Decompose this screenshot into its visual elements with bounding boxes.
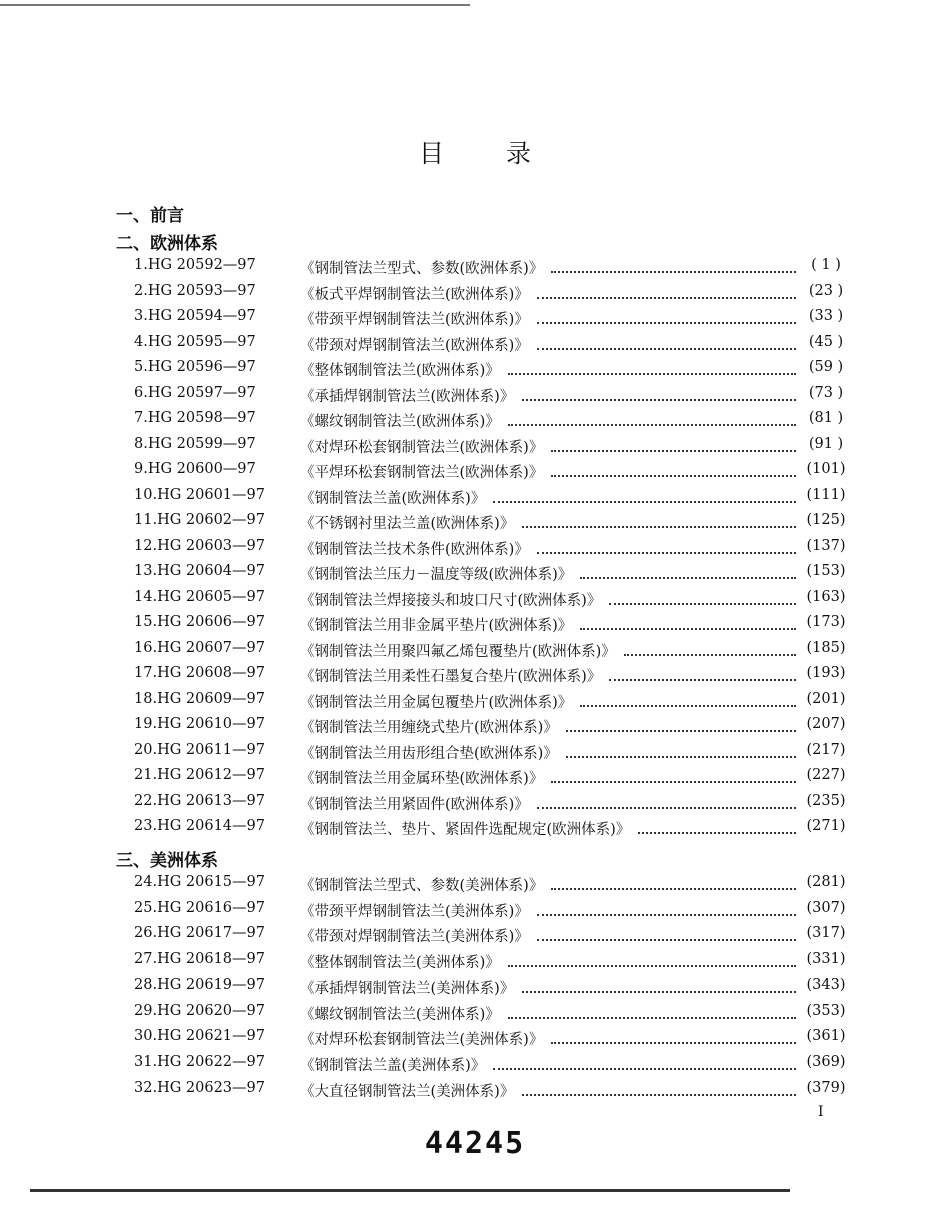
toc-dot-leader bbox=[537, 896, 796, 916]
toc-entry bbox=[0, 283, 950, 308]
toc-entry bbox=[0, 1028, 950, 1053]
toc-entry bbox=[0, 691, 950, 716]
toc-entry-number: 8. bbox=[134, 435, 148, 452]
toc-entry-page: (207) bbox=[806, 716, 846, 732]
toc-entry-number: 3. bbox=[134, 308, 148, 324]
toc-entry-code bbox=[134, 691, 265, 707]
toc-entry-title: 《平焊环松套钢制管法兰(欧洲体系)》 bbox=[300, 465, 544, 481]
toc-entry-page: (173) bbox=[806, 614, 846, 630]
toc-entry bbox=[0, 640, 950, 665]
toc-entry-page: (153) bbox=[806, 563, 846, 579]
toc-entry-page: (201) bbox=[806, 690, 846, 707]
toc-entry bbox=[0, 308, 950, 333]
toc-entry-standard: HG 20594—97 bbox=[147, 308, 256, 324]
toc-entry-title: 《带颈平焊钢制管法兰(美洲体系)》 bbox=[300, 903, 529, 920]
toc-entry-standard: HG 20612—97 bbox=[157, 767, 265, 783]
toc-entry bbox=[0, 793, 950, 818]
toc-entry-title: 《钢制管法兰用金属环垫(欧洲体系)》 bbox=[300, 771, 544, 787]
toc-entry-number: 30. bbox=[134, 1028, 158, 1045]
toc-dot-leader bbox=[508, 406, 796, 426]
toc-entry-standard: HG 20598—97 bbox=[147, 410, 256, 426]
toc-entry-number: 28. bbox=[134, 976, 158, 993]
handwritten-stamp-number: 44245 bbox=[424, 1126, 526, 1161]
toc-entry-page: (137) bbox=[806, 537, 846, 554]
toc-entry-title: 《钢制管法兰用齿形组合垫(欧洲体系)》 bbox=[300, 745, 558, 762]
toc-entry-number: 21. bbox=[134, 767, 158, 783]
toc-entry-number: 24. bbox=[134, 874, 158, 890]
toc-entry bbox=[0, 614, 950, 639]
toc-entry-title: 《整体钢制管法兰(美洲体系)》 bbox=[300, 955, 500, 972]
toc-entry-code bbox=[134, 334, 256, 350]
toc-entry-number: 17. bbox=[134, 665, 158, 681]
toc-entry bbox=[0, 436, 950, 461]
toc-entry-standard: HG 20599—97 bbox=[147, 435, 256, 452]
toc-dot-leader bbox=[508, 947, 796, 967]
toc-entry-number: 19. bbox=[134, 716, 158, 732]
toc-entry-code bbox=[134, 1080, 265, 1096]
toc-entry-page: (217) bbox=[806, 741, 846, 758]
toc-entry-title: 《钢制管法兰用紧固件(欧洲体系)》 bbox=[300, 796, 529, 813]
toc-dot-leader bbox=[566, 738, 796, 758]
toc-entry-title: 《螺纹钢制管法兰(欧洲体系)》 bbox=[300, 414, 500, 430]
toc-entry-number: 13. bbox=[134, 563, 158, 579]
toc-entry-standard: HG 20616—97 bbox=[157, 899, 265, 916]
toc-entry-number: 9. bbox=[134, 461, 148, 477]
toc-dot-leader bbox=[580, 559, 796, 579]
toc-entry-number: 26. bbox=[134, 925, 158, 942]
toc-entry-page: (81 ) bbox=[808, 410, 844, 426]
toc-entry bbox=[0, 257, 950, 282]
bottom-rule bbox=[30, 1189, 790, 1192]
toc-entry-title: 《钢制管法兰用金属包覆垫片(欧洲体系)》 bbox=[300, 694, 573, 711]
toc-entry-code bbox=[134, 1003, 265, 1019]
toc-entry-standard: HG 20593—97 bbox=[147, 282, 256, 299]
toc-dot-leader bbox=[551, 763, 796, 783]
toc-entry-code bbox=[134, 640, 265, 656]
toc-entry-title: 《板式平焊钢制管法兰(欧洲体系)》 bbox=[300, 286, 529, 303]
toc-entry bbox=[0, 410, 950, 435]
toc-entry-code bbox=[134, 257, 256, 273]
toc-entry-page: (343) bbox=[806, 976, 846, 993]
toc-entry-number: 11. bbox=[134, 512, 158, 528]
toc-entry-title: 《大直径钢制管法兰(美洲体系)》 bbox=[300, 1083, 515, 1100]
toc-entry-code bbox=[134, 308, 256, 324]
toc-entry-standard: HG 20596—97 bbox=[147, 359, 256, 375]
page-title: 目录 bbox=[418, 139, 593, 168]
toc-entry-code bbox=[134, 283, 256, 299]
toc-dot-leader bbox=[537, 921, 796, 941]
toc-entry-page: (185) bbox=[806, 639, 846, 656]
toc-dot-leader bbox=[566, 712, 796, 732]
toc-entry-number: 27. bbox=[134, 951, 158, 968]
toc-entry-page: (227) bbox=[806, 767, 846, 783]
toc-entry-title: 《对焊环松套钢制管法兰(欧洲体系)》 bbox=[300, 439, 544, 456]
toc-entry-code bbox=[134, 977, 265, 993]
toc-dot-leader bbox=[609, 585, 796, 605]
toc-entry-number: 14. bbox=[134, 588, 158, 605]
toc-entry-number: 10. bbox=[134, 486, 158, 503]
toc-entry-code bbox=[134, 793, 265, 809]
toc-entry-standard: HG 20604—97 bbox=[157, 563, 265, 579]
toc-entry-page: (271) bbox=[806, 818, 846, 834]
toc-entry-title: 《钢制管法兰、垫片、紧固件选配规定(欧洲体系)》 bbox=[300, 822, 631, 838]
toc-dot-leader bbox=[522, 1076, 796, 1096]
toc-entry bbox=[0, 818, 950, 843]
toc-entry bbox=[0, 385, 950, 410]
toc-entry-number: 20. bbox=[134, 741, 158, 758]
toc-entry bbox=[0, 716, 950, 741]
toc-entry-title: 《对焊环松套钢制管法兰(美洲体系)》 bbox=[300, 1032, 544, 1049]
toc-dot-leader bbox=[551, 1024, 796, 1044]
toc-entry-page: (33 ) bbox=[808, 308, 844, 324]
toc-entry-page: (101) bbox=[806, 461, 846, 477]
toc-entry-title: 《钢制管法兰型式、参数(欧洲体系)》 bbox=[300, 261, 544, 277]
toc-entry-code bbox=[134, 359, 256, 375]
toc-dot-leader bbox=[551, 253, 796, 273]
toc-entry bbox=[0, 589, 950, 614]
toc-entry-number: 18. bbox=[134, 690, 158, 707]
toc-entry-title: 《带颈对焊钢制管法兰(欧洲体系)》 bbox=[300, 337, 529, 354]
toc-dot-leader bbox=[537, 279, 796, 299]
toc-entry-title: 《钢制管法兰型式、参数(美洲体系)》 bbox=[300, 878, 544, 894]
toc-entry-number: 22. bbox=[134, 792, 158, 809]
toc-dot-leader bbox=[537, 534, 796, 554]
toc-entry-standard: HG 20614—97 bbox=[157, 818, 265, 834]
toc-entry-code bbox=[134, 874, 265, 890]
toc-entry-number: 15. bbox=[134, 614, 158, 630]
toc-entry-code bbox=[134, 436, 256, 452]
toc-entry bbox=[0, 874, 950, 899]
toc-entry-title: 《带颈平焊钢制管法兰(欧洲体系)》 bbox=[300, 312, 529, 328]
toc-entry-standard: HG 20622—97 bbox=[157, 1053, 265, 1070]
toc-entry-number: 6. bbox=[134, 384, 148, 401]
toc-entry-title: 《钢制管法兰技术条件(欧洲体系)》 bbox=[300, 541, 529, 558]
toc-dot-leader bbox=[508, 355, 796, 375]
toc-entry-standard: HG 20608—97 bbox=[157, 665, 265, 681]
toc-entry-code bbox=[134, 461, 256, 477]
toc-entry-number: 2. bbox=[134, 282, 148, 299]
toc-entry-standard: HG 20609—97 bbox=[157, 690, 265, 707]
toc-dot-leader bbox=[551, 457, 796, 477]
toc-dot-leader bbox=[522, 973, 796, 993]
toc-dot-leader bbox=[537, 789, 796, 809]
toc-entry-number: 23. bbox=[134, 818, 158, 834]
toc-entry-page: (73 ) bbox=[808, 384, 844, 401]
toc-entry-standard: HG 20618—97 bbox=[157, 951, 265, 968]
toc-entry bbox=[0, 767, 950, 792]
toc-dot-leader bbox=[580, 687, 796, 707]
toc-entry-title: 《承插焊钢制管法兰(欧洲体系)》 bbox=[300, 388, 515, 405]
toc-entry-title: 《钢制管法兰焊接接头和坡口尺寸(欧洲体系)》 bbox=[300, 592, 602, 609]
toc-entry-standard: HG 20617—97 bbox=[157, 925, 265, 942]
toc-dot-leader bbox=[508, 999, 796, 1019]
toc-entry-title: 《承插焊钢制管法兰(美洲体系)》 bbox=[300, 980, 515, 997]
toc-dot-leader bbox=[493, 483, 796, 503]
toc-entry-page: (163) bbox=[806, 588, 846, 605]
toc-entry bbox=[0, 977, 950, 1002]
toc-entry-number: 4. bbox=[134, 333, 148, 350]
toc-entry-code bbox=[134, 925, 265, 941]
toc-entry-standard: HG 20592—97 bbox=[147, 257, 256, 273]
toc-entry-code bbox=[134, 951, 265, 967]
toc-entry-page: (317) bbox=[806, 925, 846, 942]
toc-entry-title: 《钢制管法兰用缠绕式垫片(欧洲体系)》 bbox=[300, 720, 558, 736]
toc-entry-code bbox=[134, 818, 265, 834]
toc-entry-page: (23 ) bbox=[808, 282, 844, 299]
toc-entry bbox=[0, 742, 950, 767]
toc-entry-standard: HG 20623—97 bbox=[157, 1079, 265, 1096]
toc-entry-title: 《钢制管法兰用柔性石墨复合垫片(欧洲体系)》 bbox=[300, 669, 602, 685]
page-number: I bbox=[818, 1104, 824, 1120]
toc-entry-number: 32. bbox=[134, 1079, 158, 1096]
toc-entry-number: 5. bbox=[134, 359, 148, 375]
toc-entry bbox=[0, 512, 950, 537]
toc-entry-page: (379) bbox=[806, 1079, 846, 1096]
toc-entry-code bbox=[134, 512, 265, 528]
section-heading-europe: 二、欧洲体系 bbox=[116, 234, 218, 254]
toc-dot-leader bbox=[638, 814, 796, 834]
toc-entry-title: 《带颈对焊钢制管法兰(美洲体系)》 bbox=[300, 929, 529, 946]
toc-entry bbox=[0, 665, 950, 690]
section-heading-preface: 一、前言 bbox=[116, 206, 184, 226]
toc-entry-code bbox=[134, 487, 265, 503]
toc-entry-standard: HG 20605—97 bbox=[157, 588, 265, 605]
toc-entry bbox=[0, 1080, 950, 1105]
toc-entry-standard: HG 20619—97 bbox=[157, 976, 265, 993]
toc-entry bbox=[0, 334, 950, 359]
toc-entry-title: 《螺纹钢制管法兰(美洲体系)》 bbox=[300, 1006, 500, 1023]
toc-entry-code bbox=[134, 614, 265, 630]
toc-dot-leader bbox=[537, 304, 796, 324]
toc-entry-page: (59 ) bbox=[808, 359, 844, 375]
toc-entry bbox=[0, 359, 950, 384]
toc-dot-leader bbox=[624, 636, 796, 656]
toc-entry-title: 《钢制管法兰用非金属平垫片(欧洲体系)》 bbox=[300, 618, 573, 634]
toc-entry-standard: HG 20621—97 bbox=[157, 1028, 265, 1045]
toc-entry bbox=[0, 900, 950, 925]
toc-entry-code bbox=[134, 563, 265, 579]
toc-dot-leader bbox=[522, 381, 796, 401]
toc-entry-standard: HG 20610—97 bbox=[157, 716, 265, 732]
toc-entry-code bbox=[134, 767, 265, 783]
toc-entry-code bbox=[134, 742, 265, 758]
toc-entry-page: ( 1 ) bbox=[811, 257, 841, 273]
toc-entry-title: 《钢制管法兰压力－温度等级(欧洲体系)》 bbox=[300, 567, 573, 583]
section-heading-america: 三、美洲体系 bbox=[116, 851, 218, 871]
toc-entry-standard: HG 20615—97 bbox=[157, 874, 265, 890]
toc-entry-title: 《钢制管法兰用聚四氟乙烯包覆垫片(欧洲体系)》 bbox=[300, 643, 616, 660]
toc-entry bbox=[0, 1003, 950, 1028]
toc-entry-number: 16. bbox=[134, 639, 158, 656]
toc-entry-title: 《钢制管法兰盖(欧洲体系)》 bbox=[300, 490, 486, 507]
toc-entry bbox=[0, 563, 950, 588]
toc-entry-standard: HG 20607—97 bbox=[157, 639, 265, 656]
toc-entry-standard: HG 20613—97 bbox=[157, 792, 265, 809]
toc-entry-title: 《钢制管法兰盖(美洲体系)》 bbox=[300, 1057, 486, 1074]
toc-entry-standard: HG 20603—97 bbox=[157, 537, 265, 554]
toc-entry bbox=[0, 461, 950, 486]
toc-entry-page: (353) bbox=[806, 1002, 846, 1019]
toc-entry-code bbox=[134, 665, 265, 681]
toc-entry-code bbox=[134, 385, 256, 401]
toc-entry-page: (307) bbox=[806, 899, 846, 916]
toc-entry-page: (331) bbox=[806, 951, 846, 968]
toc-entry-page: (369) bbox=[806, 1053, 846, 1070]
toc-entry-number: 25. bbox=[134, 899, 158, 916]
toc-entry bbox=[0, 951, 950, 976]
toc-entry-code bbox=[134, 410, 256, 426]
toc-entry bbox=[0, 487, 950, 512]
toc-entry-page: (111) bbox=[806, 486, 846, 503]
toc-dot-leader bbox=[522, 508, 796, 528]
toc-entry-standard: HG 20602—97 bbox=[157, 512, 265, 528]
toc-entry-code bbox=[134, 900, 265, 916]
toc-dot-leader bbox=[537, 330, 796, 350]
toc-entry-standard: HG 20611—97 bbox=[157, 741, 265, 758]
toc-entry-standard: HG 20601—97 bbox=[157, 486, 265, 503]
toc-dot-leader bbox=[551, 870, 796, 890]
toc-entry-code bbox=[134, 716, 265, 732]
toc-entry-standard: HG 20597—97 bbox=[147, 384, 256, 401]
toc-dot-leader bbox=[580, 610, 796, 630]
toc-entry-number: 7. bbox=[134, 410, 148, 426]
top-rule bbox=[0, 4, 470, 6]
toc-entry-page: (193) bbox=[806, 665, 846, 681]
toc-entry-page: (91 ) bbox=[808, 435, 844, 452]
toc-entry-page: (235) bbox=[806, 792, 846, 809]
toc-entry-page: (45 ) bbox=[808, 333, 844, 350]
toc-entry-code bbox=[134, 589, 265, 605]
toc-entry-code bbox=[134, 1054, 265, 1070]
toc-entry-title: 《不锈钢衬里法兰盖(欧洲体系)》 bbox=[300, 516, 515, 532]
toc-entry bbox=[0, 925, 950, 950]
toc-entry-code bbox=[134, 538, 265, 554]
toc-entry-standard: HG 20595—97 bbox=[147, 333, 256, 350]
toc-entry-standard: HG 20606—97 bbox=[157, 614, 265, 630]
toc-entry-page: (125) bbox=[806, 512, 846, 528]
toc-entry-standard: HG 20620—97 bbox=[157, 1002, 265, 1019]
toc-entry bbox=[0, 1054, 950, 1079]
toc-entry bbox=[0, 538, 950, 563]
toc-entry-number: 1. bbox=[134, 257, 148, 273]
toc-entry-page: (361) bbox=[806, 1028, 846, 1045]
toc-entry-number: 31. bbox=[134, 1053, 158, 1070]
toc-entry-number: 12. bbox=[134, 537, 158, 554]
toc-entry-standard: HG 20600—97 bbox=[147, 461, 256, 477]
toc-entry-title: 《整体钢制管法兰(欧洲体系)》 bbox=[300, 363, 500, 379]
toc-entry-page: (281) bbox=[806, 874, 846, 890]
toc-dot-leader bbox=[551, 432, 796, 452]
toc-entry-code bbox=[134, 1028, 265, 1044]
toc-entry-number: 29. bbox=[134, 1002, 158, 1019]
toc-dot-leader bbox=[609, 661, 796, 681]
toc-dot-leader bbox=[493, 1050, 796, 1070]
